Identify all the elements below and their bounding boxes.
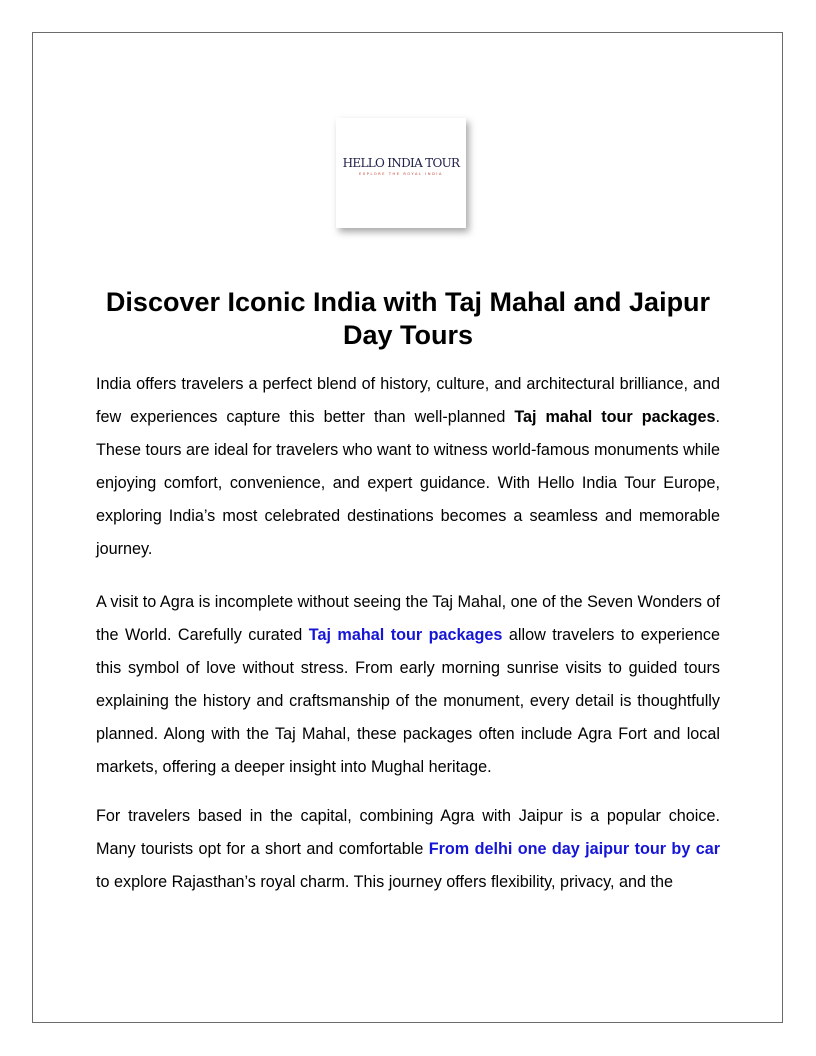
paragraph-intro-text-end: . These tours are ideal for travelers who want to witness world-famous monuments while enjoying comfort, convenience, and expert guidance. With Hello India Tour Europe, exploring India’s most celebrated destinations becomes a seamless and memorable journey. bbox=[96, 408, 720, 558]
paragraph-jaipur-text-end: to explore Rajasthan’s royal charm. This journey offers flexibility, privacy, and the bbox=[96, 873, 674, 891]
paragraph-intro-text-start: India offers travelers a perfect blend of history, culture, and architectural brilliance, and few experiences capture this better than well-planned bbox=[96, 375, 720, 426]
paragraph-agra bbox=[96, 586, 720, 784]
page-title: Discover Iconic India with Taj Mahal and Jaipur Day Tours bbox=[105, 287, 711, 350]
paragraph-agra-text-start: A visit to Agra is incomplete without seeing the Taj Mahal, one of the Seven Wonders of the World. Carefully curated bbox=[96, 593, 720, 644]
link-taj-mahal-tour-packages[interactable]: Taj mahal tour packages bbox=[308, 626, 503, 644]
paragraph-jaipur-text-start: For travelers based in the capital, combining Agra with Jaipur is a popular choice. Many tourists opt for a short and comfortable bbox=[96, 807, 720, 858]
logo-name: HELLO INDIA TOUR bbox=[342, 156, 460, 170]
logo-card bbox=[336, 118, 466, 228]
link-delhi-jaipur-day-tour[interactable]: From delhi one day jaipur tour by car bbox=[428, 840, 721, 858]
paragraph-agra-text-end: allow travelers to experience this symbol of love without stress. From early morning sunrise visits to guided tours explaining the history and craftsmanship of the monument, every detail is thoughtfully planned. Along with the Taj Mahal, these packages often include Agra Fort and local markets, offering a deeper insight into Mughal heritage. bbox=[96, 626, 720, 776]
paragraph-intro bbox=[96, 368, 720, 566]
paragraph-jaipur bbox=[96, 800, 720, 899]
logo-tagline: EXPLORE THE ROYAL INDIA bbox=[358, 172, 444, 176]
bold-keyword-taj-mahal-packages: Taj mahal tour packages bbox=[514, 408, 716, 426]
